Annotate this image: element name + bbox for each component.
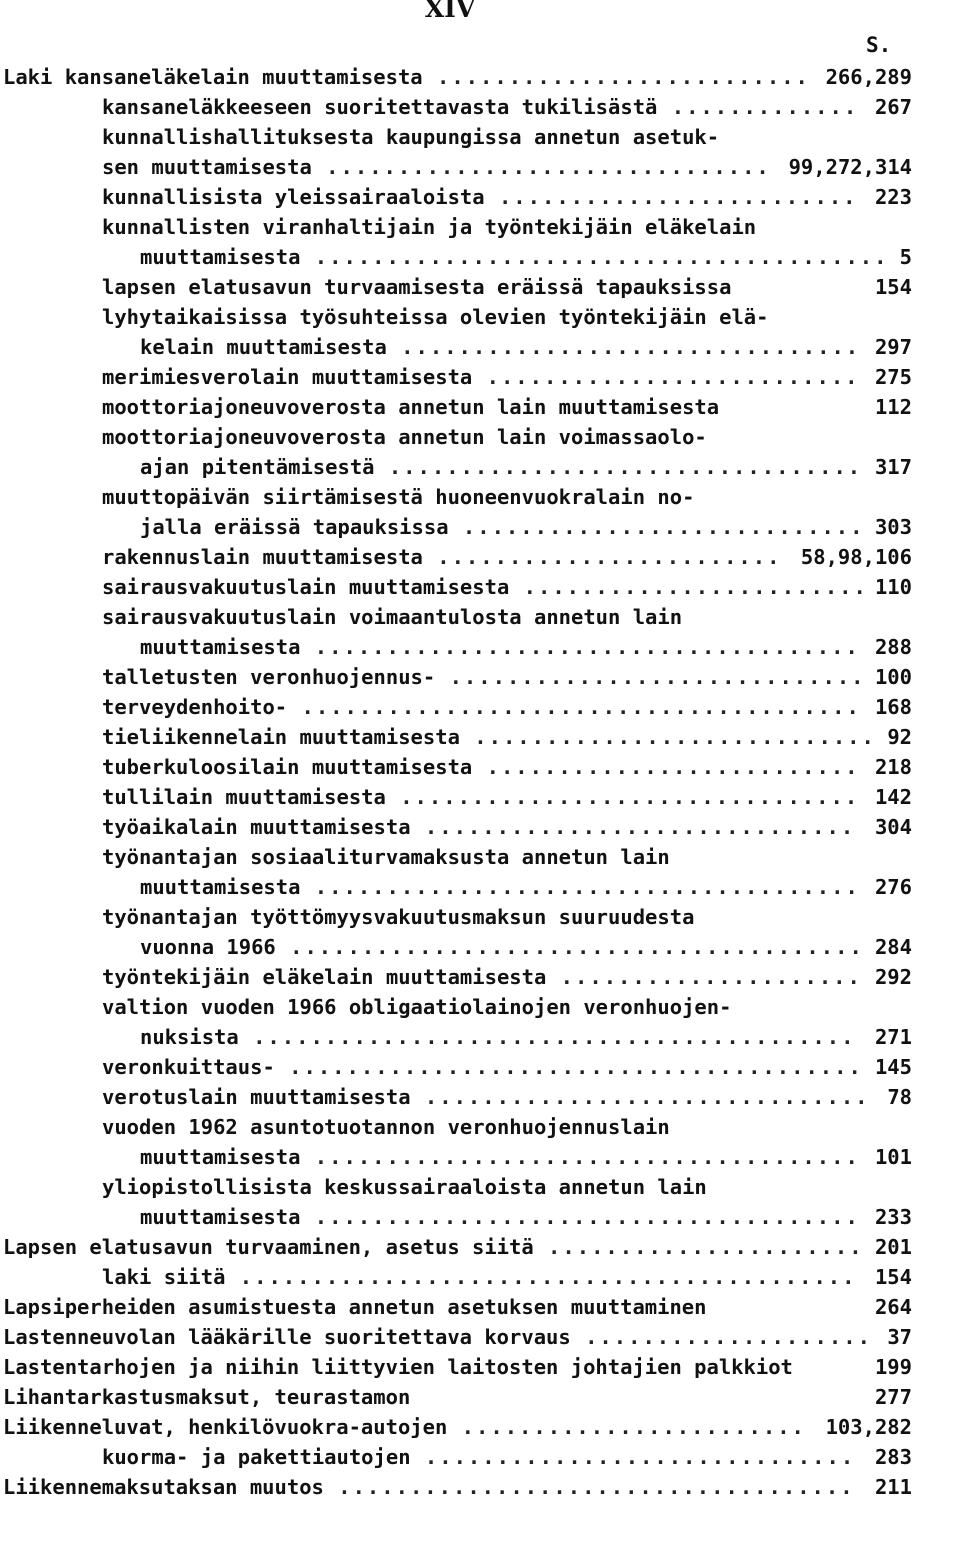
leader-dots: .......................... <box>422 65 810 89</box>
index-entry <box>0 662 960 692</box>
index-entry <box>0 92 960 122</box>
index-entry-page: 5 <box>899 245 912 269</box>
index-entry <box>0 182 960 212</box>
index-list <box>0 62 960 1502</box>
index-entry-page: 142 <box>874 785 912 809</box>
index-entry-text: talletusten veronhuojennus- <box>102 665 436 689</box>
index-entry <box>0 902 960 932</box>
leader-dots: .............................. <box>410 815 856 839</box>
leader-dots: ........................ <box>422 545 782 569</box>
index-entry-page: 277 <box>874 1385 912 1409</box>
leader-dots: .......................... <box>472 755 860 779</box>
leader-dots: .......................... <box>472 365 860 389</box>
index-entry <box>0 1412 960 1442</box>
leader-dots: ............................ <box>448 515 865 539</box>
index-entry <box>0 212 960 242</box>
index-entry-text: muuttamisesta <box>140 635 301 659</box>
index-entry <box>0 812 960 842</box>
index-entry-text: työnantajan työttömyysvakuutusmaksun suuruudesta <box>102 905 695 929</box>
index-entry-text: ajan pitentämisestä <box>140 455 375 479</box>
index-entry <box>0 272 960 302</box>
index-entry <box>0 62 960 92</box>
leader-dots: ............................. <box>435 665 866 689</box>
index-entry <box>0 1382 960 1412</box>
index-entry <box>0 362 960 392</box>
index-entry <box>0 1292 960 1322</box>
index-entry <box>0 1022 960 1052</box>
leader-dots: ............................... <box>311 155 771 179</box>
index-entry <box>0 782 960 812</box>
index-entry-page: 276 <box>874 875 912 899</box>
leader-dots: .................... <box>570 1325 872 1349</box>
leader-dots: ........................................ <box>300 245 889 269</box>
index-entry-text: muuttamisesta <box>140 245 301 269</box>
index-entry-page: 78 <box>887 1085 912 1109</box>
index-entry <box>0 1472 960 1502</box>
index-entry-text: laki siitä <box>102 1265 226 1289</box>
page-column-label: S. <box>866 33 892 57</box>
leader-dots: ................................ <box>386 335 861 359</box>
index-entry-text: rakennuslain muuttamisesta <box>102 545 423 569</box>
index-entry-text: nuksista <box>140 1025 239 1049</box>
index-entry <box>0 1262 960 1292</box>
index-entry-text: vuonna 1966 <box>140 935 276 959</box>
index-entry <box>0 242 960 272</box>
index-entry-page: 292 <box>874 965 912 989</box>
index-entry-text: kunnallisista yleissairaaloista <box>102 185 485 209</box>
index-entry <box>0 1232 960 1262</box>
leader-dots: ...................... <box>533 1235 864 1259</box>
index-entry <box>0 692 960 722</box>
index-entry <box>0 572 960 602</box>
index-entry-text: Lapsiperheiden asumistuesta annetun asetuksen muuttaminen <box>3 1295 707 1319</box>
index-entry-text: muuttopäivän siirtämisestä huoneenvuokralain no- <box>102 485 695 509</box>
leader-dots: ..................... <box>546 965 862 989</box>
index-entry <box>0 452 960 482</box>
index-entry-text: Lastenneuvolan lääkärille suoritettava korvaus <box>3 1325 571 1349</box>
index-entry-text: terveydenhoito- <box>102 695 288 719</box>
index-entry <box>0 722 960 752</box>
leader-dots: ........................ <box>509 575 868 599</box>
index-entry <box>0 1112 960 1142</box>
index-entry-text: muuttamisesta <box>140 1145 301 1169</box>
index-entry-text: yliopistollisista keskussairaaloista annetun lain <box>102 1175 707 1199</box>
index-entry-text: valtion vuoden 1966 obligaatiolainojen veronhuojen- <box>102 995 732 1019</box>
index-entry <box>0 512 960 542</box>
index-entry-text: veronkuittaus- <box>102 1055 275 1079</box>
index-entry-page: 218 <box>874 755 912 779</box>
index-entry-page: 112 <box>874 395 912 419</box>
leader-dots: ...................................... <box>300 1145 860 1169</box>
index-entry-text: moottoriajoneuvoverosta annetun lain voimassaolo- <box>102 425 707 449</box>
index-entry-text: Lastentarhojen ja niihin liittyvien laitosten johtajien palkkiot <box>3 1355 793 1379</box>
index-entry-text: jalla eräissä tapauksissa <box>140 515 449 539</box>
index-entry-text: kunnallishallituksesta kaupungissa annetun asetuk- <box>102 125 720 149</box>
index-entry-page: 154 <box>874 275 912 299</box>
index-entry <box>0 992 960 1022</box>
leader-dots: ...................................... <box>300 635 860 659</box>
index-entry-text: sairausvakuutuslain muuttamisesta <box>102 575 510 599</box>
index-entry-page: 223 <box>874 185 912 209</box>
index-entry-text: Liikenneluvat, henkilövuokra-autojen <box>3 1415 448 1439</box>
leader-dots: ......................... <box>484 185 858 209</box>
index-entry-text: kelain muuttamisesta <box>140 335 387 359</box>
index-entry <box>0 752 960 782</box>
index-entry <box>0 602 960 632</box>
index-entry-page: 58,98,106 <box>800 545 912 569</box>
index-entry-page: 275 <box>874 365 912 389</box>
index-entry <box>0 1352 960 1382</box>
index-entry-page: 288 <box>874 635 912 659</box>
index-entry-text: työaikalain muuttamisesta <box>102 815 411 839</box>
index-entry <box>0 482 960 512</box>
index-entry <box>0 872 960 902</box>
index-entry-text: työntekijäin eläkelain muuttamisesta <box>102 965 547 989</box>
index-entry <box>0 1052 960 1082</box>
index-entry-text: tieliikennelain muuttamisesta <box>102 725 460 749</box>
leader-dots: ............. <box>657 95 859 119</box>
index-entry <box>0 962 960 992</box>
index-entry-page: 110 <box>874 575 912 599</box>
index-entry <box>0 1172 960 1202</box>
index-entry <box>0 302 960 332</box>
index-entry-text: kuorma- ja pakettiautojen <box>102 1445 411 1469</box>
index-entry <box>0 632 960 662</box>
index-entry-text: moottoriajoneuvoverosta annetun lain muuttamisesta <box>102 395 720 419</box>
index-entry-page: 264 <box>874 1295 912 1319</box>
index-entry-page: 233 <box>874 1205 912 1229</box>
index-entry <box>0 122 960 152</box>
index-entry-text: verotuslain muuttamisesta <box>102 1085 411 1109</box>
leader-dots: ........................................... <box>225 1265 857 1289</box>
index-entry <box>0 1082 960 1112</box>
index-entry-page: 99,272,314 <box>788 155 912 179</box>
index-entry-text: työnantajan sosiaaliturvamaksusta annetun lain <box>102 845 670 869</box>
index-entry <box>0 1142 960 1172</box>
index-entry <box>0 1202 960 1232</box>
leader-dots: .......................................... <box>238 1025 856 1049</box>
index-entry-page: 267 <box>874 95 912 119</box>
leader-dots: ............................ <box>459 725 876 749</box>
index-entry-text: merimiesverolain muuttamisesta <box>102 365 473 389</box>
index-entry-text: lapsen elatusavun turvaamisesta eräissä tapauksissa <box>102 275 732 299</box>
index-entry-text: kunnallisten viranhaltijain ja työntekijäin eläkelain <box>102 215 757 239</box>
index-entry-page: 211 <box>874 1475 912 1499</box>
index-entry-text: Liikennemaksutaksan muutos <box>3 1475 324 1499</box>
index-entry-page: 101 <box>874 1145 912 1169</box>
index-entry <box>0 1322 960 1352</box>
index-entry <box>0 542 960 572</box>
index-entry-page: 303 <box>874 515 912 539</box>
index-entry-text: lyhytaikaisissa työsuhteissa olevien työntekijäin elä- <box>102 305 769 329</box>
index-entry-page: 103,282 <box>825 1415 912 1439</box>
index-entry <box>0 332 960 362</box>
leader-dots: ....................................... <box>287 695 861 719</box>
index-entry-text: sairausvakuutuslain voimaantulosta annetun lain <box>102 605 683 629</box>
index-entry-page: 199 <box>874 1355 912 1379</box>
index-entry <box>0 842 960 872</box>
leader-dots: .............................. <box>410 1445 856 1469</box>
leader-dots: ................................. <box>374 455 863 479</box>
leader-dots: ................................ <box>385 785 860 809</box>
index-entry-text: tullilain muuttamisesta <box>102 785 386 809</box>
index-entry-text: muuttamisesta <box>140 875 301 899</box>
index-entry-text: kansaneläkkeeseen suoritettavasta tukilisästä <box>102 95 658 119</box>
index-entry-text: vuoden 1962 asuntotuotannon veronhuojennuslain <box>102 1115 670 1139</box>
index-entry-page: 92 <box>887 725 912 749</box>
index-entry <box>0 152 960 182</box>
index-entry-text: muuttamisesta <box>140 1205 301 1229</box>
index-entry-page: 201 <box>874 1235 912 1259</box>
index-entry-text: tuberkuloosilain muuttamisesta <box>102 755 473 779</box>
index-entry-page: 297 <box>874 335 912 359</box>
index-entry <box>0 1442 960 1472</box>
leader-dots: ........................................ <box>274 1055 863 1079</box>
index-entry-text: Laki kansaneläkelain muuttamisesta <box>3 65 423 89</box>
index-entry-page: 271 <box>874 1025 912 1049</box>
page-number: XIV <box>424 0 476 23</box>
index-entry-page: 283 <box>874 1445 912 1469</box>
leader-dots: .................................... <box>323 1475 855 1499</box>
leader-dots: ...................................... <box>300 875 860 899</box>
leader-dots: ............................... <box>410 1085 870 1109</box>
index-entry-page: 168 <box>874 695 912 719</box>
index-entry-page: 37 <box>887 1325 912 1349</box>
index-entry-page: 100 <box>874 665 912 689</box>
index-entry <box>0 392 960 422</box>
index-entry-page: 317 <box>874 455 912 479</box>
index-entry-page: 284 <box>874 935 912 959</box>
index-entry-page: 145 <box>874 1055 912 1079</box>
leader-dots: ...................................... <box>300 1205 860 1229</box>
leader-dots: ........................................ <box>275 935 864 959</box>
index-entry-page: 304 <box>874 815 912 839</box>
index-entry-page: 266,289 <box>825 65 912 89</box>
index-entry-text: Lihantarkastusmaksut, teurastamon <box>3 1385 411 1409</box>
leader-dots: ........................ <box>447 1415 806 1439</box>
index-entry-text: sen muuttamisesta <box>102 155 312 179</box>
index-entry-text: Lapsen elatusavun turvaaminen, asetus siitä <box>3 1235 534 1259</box>
index-entry <box>0 932 960 962</box>
index-entry <box>0 422 960 452</box>
index-entry-page: 154 <box>874 1265 912 1289</box>
